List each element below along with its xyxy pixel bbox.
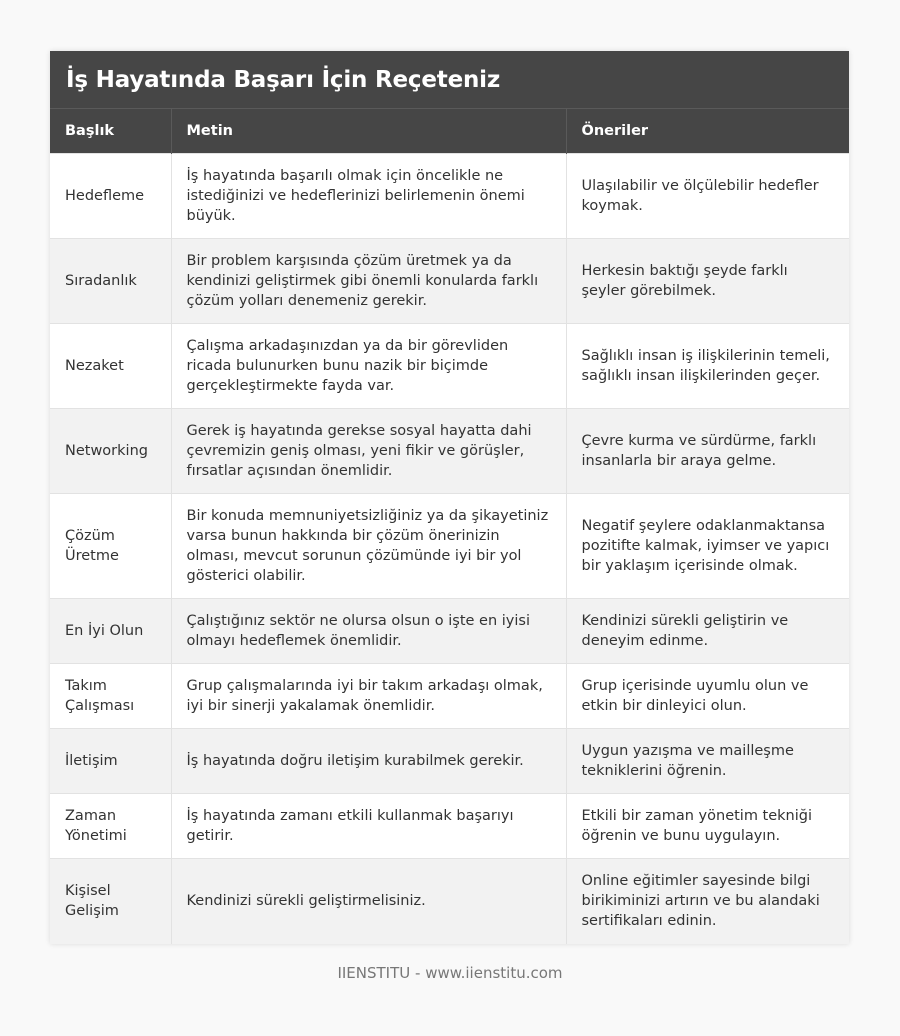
row-title: Çözüm Üretme [50,494,171,599]
row-suggestion: Negatif şeylere odaklanmaktansa pozitifte kalmak, iyimser ve yapıcı bir yaklaşım içerisinde olmak. [566,494,849,599]
column-header-metin: Metin [171,109,566,154]
row-title: Sıradanlık [50,239,171,324]
row-suggestion: Sağlıklı insan iş ilişkilerinin temeli, sağlıklı insan ilişkilerinden geçer. [566,324,849,409]
row-title: Takım Çalışması [50,664,171,729]
row-title: En İyi Olun [50,599,171,664]
row-suggestion: Grup içerisinde uyumlu olun ve etkin bir dinleyici olun. [566,664,849,729]
row-title: Hedefleme [50,154,171,239]
table-row [50,859,849,944]
table-row [50,664,849,729]
table-row [50,239,849,324]
row-title: İletişim [50,729,171,794]
row-text: Gerek iş hayatında gerekse sosyal hayatta dahi çevremizin geniş olması, yeni fikir ve görüşler, fırsatlar açısından önemlidir. [171,409,566,494]
row-suggestion: Kendinizi sürekli geliştirin ve deneyim edinme. [566,599,849,664]
row-title: Zaman Yönetimi [50,794,171,859]
table-row [50,494,849,599]
row-text: Çalışma arkadaşınızdan ya da bir görevliden ricada bulunurken bunu nazik bir biçimde gerçekleştirmekte fayda var. [171,324,566,409]
table-row [50,729,849,794]
row-suggestion: Çevre kurma ve sürdürme, farklı insanlarla bir araya gelme. [566,409,849,494]
row-text: İş hayatında zamanı etkili kullanmak başarıyı getirir. [171,794,566,859]
row-text: Grup çalışmalarında iyi bir takım arkadaşı olmak, iyi bir sinerji yakalamak önemlidir. [171,664,566,729]
column-header-oneriler: Öneriler [566,109,849,154]
table-row [50,409,849,494]
table-row [50,599,849,664]
footer-credit: IIENSTITU - www.iienstitu.com [337,964,563,982]
content-card [50,51,849,944]
table-row [50,794,849,859]
row-text: Çalıştığınız sektör ne olursa olsun o işte en iyisi olmayı hedeflemek önemlidir. [171,599,566,664]
row-suggestion: Online eğitimler sayesinde bilgi birikiminizi artırın ve bu alandaki sertifikaları edinin. [566,859,849,944]
table-header-row [50,109,849,154]
row-text: İş hayatında doğru iletişim kurabilmek gerekir. [171,729,566,794]
row-suggestion: Ulaşılabilir ve ölçülebilir hedefler koymak. [566,154,849,239]
advice-table [50,108,849,944]
row-title: Nezaket [50,324,171,409]
table-row [50,154,849,239]
row-suggestion: Uygun yazışma ve mailleşme tekniklerini öğrenin. [566,729,849,794]
row-text: Kendinizi sürekli geliştirmelisiniz. [171,859,566,944]
row-text: İş hayatında başarılı olmak için öncelikle ne istediğinizi ve hedeflerinizi belirlemenin önemi büyük. [171,154,566,239]
row-title: Kişisel Gelişim [50,859,171,944]
row-text: Bir konuda memnuniyetsizliğiniz ya da şikayetiniz varsa bunun hakkında bir çözüm önerinizin olması, mevcut sorunun çözümünde iyi bir yol gösterici olabilir. [171,494,566,599]
row-suggestion: Herkesin baktığı şeyde farklı şeyler görebilmek. [566,239,849,324]
table-row [50,324,849,409]
row-text: Bir problem karşısında çözüm üretmek ya da kendinizi geliştirmek gibi önemli konularda farklı çözüm yolları denemeniz gerekir. [171,239,566,324]
row-title: Networking [50,409,171,494]
column-header-baslik: Başlık [50,109,171,154]
page-title: İş Hayatında Başarı İçin Reçeteniz [50,51,849,108]
row-suggestion: Etkili bir zaman yönetim tekniği öğrenin ve bunu uygulayın. [566,794,849,859]
